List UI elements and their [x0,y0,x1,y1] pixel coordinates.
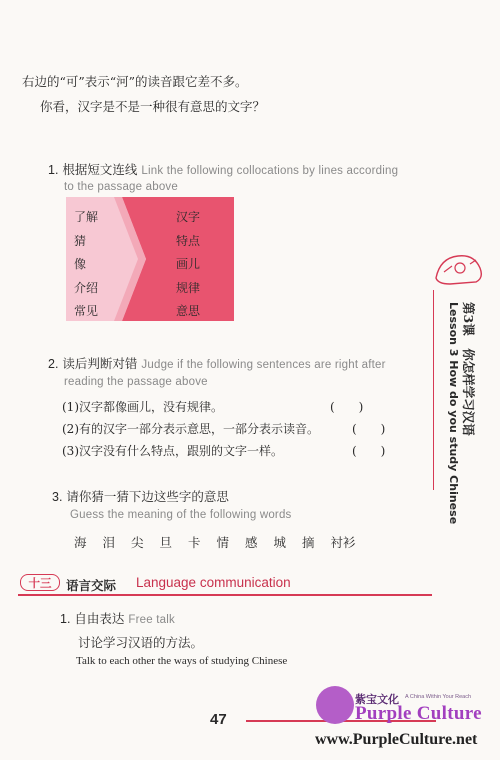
exercise-2-title-en: Judge if the following sentences are right after [141,359,386,371]
exercise-2-number: 2. [48,357,59,371]
lesson-mascot-icon [430,248,486,288]
free-talk-title [60,609,175,627]
guess-word: 卡 [188,535,201,550]
section-divider [18,594,432,596]
side-lesson-zh: 第3课 你怎样学习汉语 [461,302,476,436]
match-right-item[interactable]: 汉字 [176,210,201,224]
exercise-3-title-en-line [70,506,292,521]
side-lesson-en: Lesson 3 How do you study Chinese [447,302,460,525]
guess-word: 泪 [102,535,116,550]
exercise-1-title-cont [64,178,178,193]
exercise-1-number: 1. [48,163,59,177]
guess-word: 海 [74,535,87,550]
exercise-2-title-zh: 读后判断对错 [62,356,138,371]
matching-left-column [74,206,98,324]
side-lesson-label [442,300,476,525]
guess-word: 感 [245,535,258,550]
intro-line-2: 你看，汉字是不是一种很有意思的文字？ [40,99,266,114]
answer-paren-3[interactable]: ( ) [352,444,386,458]
logo-zh: 紫宝文化 [355,693,399,706]
section-title-zh: 语言交际 [66,578,117,593]
guess-word: 旦 [159,535,173,550]
match-left-item[interactable]: 了解 [74,210,99,224]
statement-2: (2)有的汉字一部分表示意思，一部分表示读音。 [62,422,319,436]
exercise-2-title-cont [64,373,208,388]
purple-culture-logo-icon [316,686,354,724]
exercise-1-title-en-2: to the passage above [64,181,178,193]
match-right-item[interactable]: 特点 [176,233,201,248]
exercise-3-title-zh: 请你猜一猜下边这些字的意思 [66,489,229,504]
section-title-en: Language communication [136,575,291,590]
match-left-item[interactable]: 像 [74,257,87,271]
answer-paren-1[interactable]: ( ) [330,400,364,414]
guess-words [74,533,368,551]
guess-word: 尖 [131,535,144,550]
logo-tagline: A China Within Your Reach [405,694,472,700]
side-lesson-text [442,300,476,525]
exercise-1-title-en: Link the following collocations by lines according [141,165,399,177]
match-right-item[interactable]: 意思 [176,304,201,318]
intro-line-1: 右边的“可”表示“河”的读音跟它差不多。 [22,74,248,89]
guess-word: 城 [273,535,287,550]
exercise-3-number: 3. [52,490,63,504]
exercise-2-title [48,354,386,372]
guess-word: 情 [216,535,230,550]
match-left-item[interactable]: 常见 [74,304,99,318]
exercise-3-title-en: Guess the meaning of the following words [70,509,292,521]
match-left-item[interactable]: 猜 [74,233,87,248]
free-talk-title-zh: 自由表达 [74,611,125,626]
page-number: 47 [210,711,227,728]
guess-word: 摘 [302,535,315,550]
logo-url[interactable]: www.PurpleCulture.net [315,731,478,748]
exercise-2-title-en-2: reading the passage above [64,376,208,388]
exercise-3-title [52,487,229,505]
answer-paren-2[interactable]: ( ) [352,422,386,436]
free-talk-prompt-en: Talk to each other the ways of studying Chinese [76,655,288,667]
match-right-item[interactable]: 画儿 [176,257,201,271]
match-left-item[interactable]: 介绍 [74,280,99,295]
logo-brand: Purple Culture [355,703,482,724]
exercise-1-title [48,160,398,178]
free-talk-number: 1. [60,612,71,626]
match-right-item[interactable]: 规律 [176,280,201,295]
exercise-1-title-zh: 根据短文连线 [62,162,138,177]
guess-word: 衬衫 [330,535,356,550]
side-tab-rule [433,290,434,490]
statement-1: (1)汉字都像画儿，没有规律。 [62,400,223,414]
matching-right-column [176,206,200,324]
free-talk-prompt-zh: 讨论学习汉语的方法。 [78,635,204,650]
free-talk-title-en: Free talk [128,614,175,626]
statement-3: (3)汉字没有什么特点，跟别的文字一样。 [62,444,283,458]
section-number-badge: 十三 [20,574,60,591]
